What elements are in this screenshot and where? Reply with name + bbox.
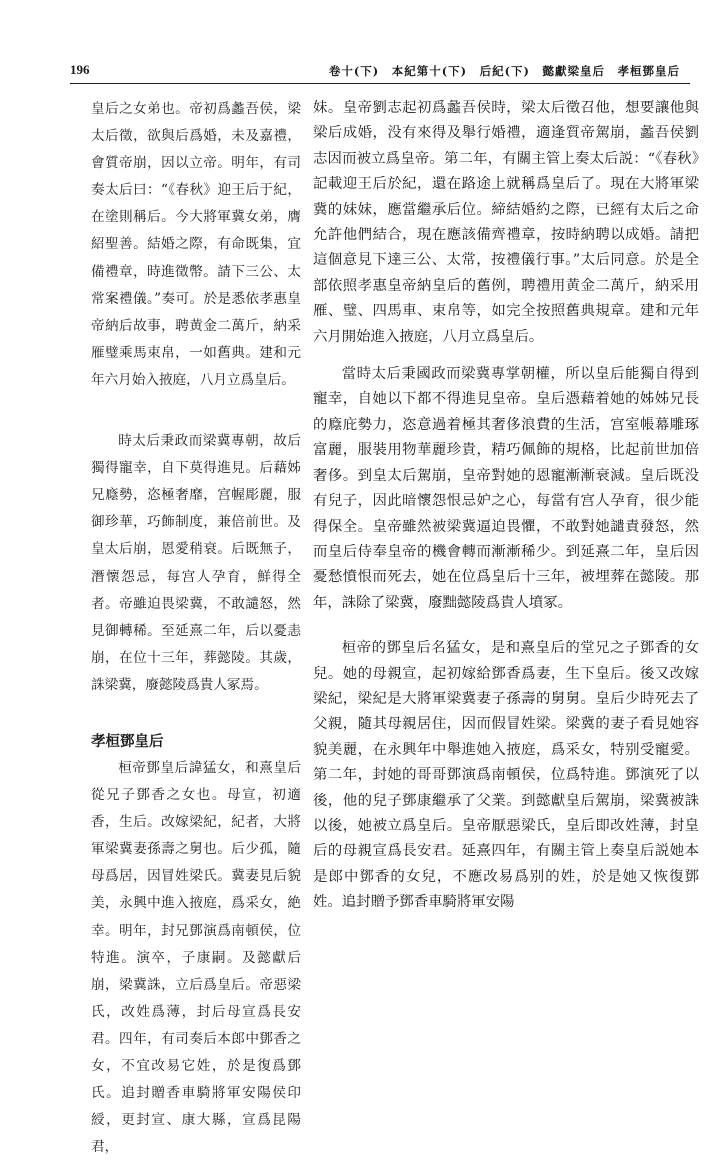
left-paragraph-2: 時太后秉政而梁冀專朝，故后獨得寵幸，自下莫得進見。后藉姊兄廕勢，恣極奢靡，宫幄彫麗，服御珍華，巧飾制度，兼倍前世。及皇太后崩，恩愛稍衰。后既無子，潛懷怨忌，每宫人孕育，鮮得全者。帝雖迫畏梁冀，不敢譴怒，然見御轉稀。至延熹二年，后以憂恚崩，在位十三年，葬懿陵。其歲，誅梁冀，廢懿陵爲貴人冢焉。: [91, 433, 301, 693]
section-heading: 孝桓鄧皇后: [91, 733, 164, 750]
right-paragraph-1: 妹。皇帝劉志起初爲蠡吾侯時，梁太后徵召他，想要讓他與梁后成婚，没有來得及舉行婚禮，適逢質帝駕崩，蠡吾侯劉志因而被立爲皇帝。第二年，有關主管上奏太后説：“《春秋》記載迎王后於紀，還在路途上就稱爲皇后了。現在大將軍梁冀的妹妹，應當繼承后位。締結婚約之際，已經有太后之命允許他們結合，現在應該備齊禮章，按時納聘以成婚。請把這個意見下達三公、太常，按禮儀行事。”太后同意。於是全部依照孝惠皇帝納皇后的舊例，聘禮用黄金二萬斤，納采用雁、璧、四馬車、束帛等，如完全按照舊典規章。建和元年六月開始進入掖庭，八月立爲皇后。: [313, 100, 699, 345]
paragraph-gap: [313, 350, 699, 362]
paragraph-gap: [91, 699, 301, 729]
left-paragraph-1: 皇后之女弟也。帝初爲蠡吾侯，梁太后徵，欲與后爲婚，未及嘉禮，會質帝崩，因以立帝。明年，有司奏太后曰：“《春秋》迎王后于紀，在塗則稱后。今大將軍冀女弟，膺紹聖善。結婚之際，有命既集，宜備禮章，時進徵幣。請下三公、太常案禮儀。”奏可。於是悉依孝惠皇帝納后故事，聘黄金二萬斤，納采雁璧乘馬束帛，一如舊典。建和元年六月始入掖庭，八月立爲皇后。: [91, 101, 301, 388]
header-rule: [70, 83, 690, 84]
left-paragraph-3: 桓帝鄧皇后諱猛女，和熹皇后從兄子鄧香之女也。母宣，初適香，生后。改嫁梁紀，紀者，大將軍梁冀妻孫壽之舅也。后少孤，隨母爲居，因冒姓梁氏。冀妻見后貌美，永興中進入掖庭，爲采女，絶幸。明年，封兄鄧演爲南頓侯，位特進。演卒，子康嗣。及懿獻后崩，梁冀誅，立后爲皇后。帝惡梁氏，改姓爲薄，封后母宣爲長安君。四年，有司奏后本郎中鄧香之女，不宜改易它姓，於是復爲鄧氏。追封贈香車騎將軍安陽侯印綬，更封宣、康大縣，宣爲昆陽君，: [91, 759, 301, 1156]
right-paragraph-2: 當時太后秉國政而梁冀專掌朝權，所以皇后能獨自得到寵幸，自她以下都不得進見皇帝。皇后憑藉着她的姊姊兄長的廕庇勢力，恣意過着極其奢侈浪費的生活，宫室帳幕雕琢富麗，服裝用物華麗珍貴，精巧佩飾的規格，比起前世加倍奢侈。到皇太后駕崩，皇帝對她的恩寵漸漸衰減。皇后既没有兒子，因此暗懷怨恨忌妒之心，每當有宫人孕育，很少能得保全。皇帝雖然被梁冀逼迫畏懼，不敢對她譴責發怒，然而皇后侍奉皇帝的機會轉而漸漸稀少。到延熹二年，皇后因憂愁憤恨而死去，她在位爲皇后十三年，被埋葬在懿陵。那年，誅除了梁冀，廢黜懿陵爲貴人墳冢。: [313, 366, 699, 611]
page-number: 196: [70, 62, 90, 77]
paragraph-gap: [313, 616, 699, 636]
right-column-translation: [313, 96, 699, 916]
right-paragraph-3: 桓帝的鄧皇后名猛女，是和熹皇后的堂兄之子鄧香的女兒。她的母親宣，起初嫁給鄧香爲妻，生下皇后。後又改嫁梁紀，梁紀是大將軍梁冀妻子孫壽的舅舅。皇后少時死去了父親，隨其母親居住，因而假冒姓梁。梁冀的妻子看見她容貌美麗，在永興年中舉進她入掖庭，爲采女，特别受寵愛。第二年，封她的哥哥鄧演爲南頓侯，位爲特進。鄧演死了以後，他的兒子鄧康繼承了父業。到懿獻皇后駕崩，梁冀被誅以後，她被立爲皇后。皇帝厭惡梁氏，皇后即改姓薄，封皇后的母親宣爲長安君。延熹四年，有關主管上奏皇后説她本是郎中鄧香的女兒，不應改易爲别的姓，於是她又恢復鄧姓。追封贈予鄧香車騎將軍安陽: [313, 640, 699, 911]
paragraph-gap: [91, 394, 301, 428]
running-title: 卷十(下) 本紀第十(下) 后紀(下) 懿獻梁皇后 孝桓鄧皇后: [328, 64, 680, 78]
left-column-original-text: [91, 96, 301, 1161]
